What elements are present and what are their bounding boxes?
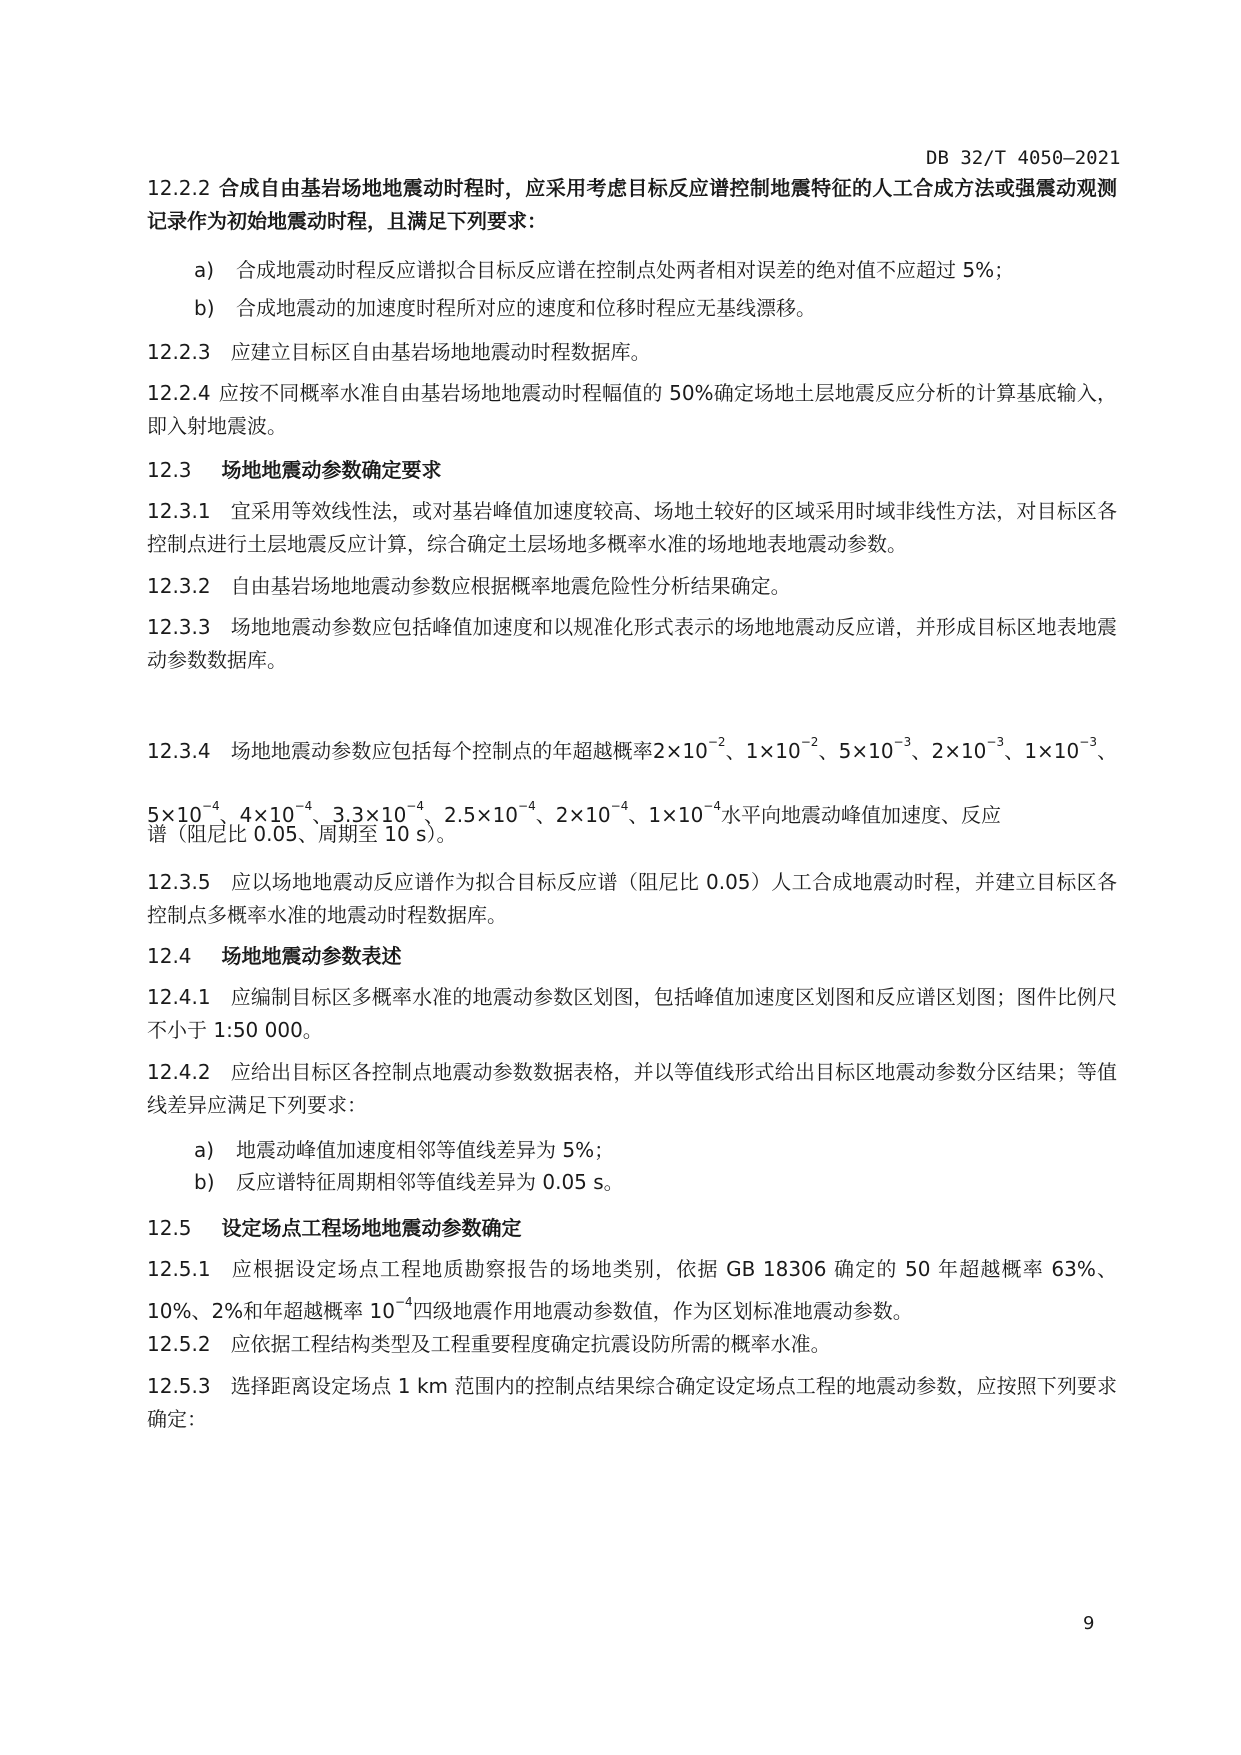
clause-12-4-2 — [147, 1056, 1117, 1122]
clause-12-2-3 — [147, 336, 1117, 369]
probability-base: 2×10 — [652, 739, 708, 763]
clause-12-3-3 — [147, 611, 1117, 677]
probability-base: 1×10 — [745, 739, 801, 763]
clause-number: 12.3.2 — [147, 574, 211, 598]
clause-number: 12.2.3 — [147, 340, 211, 364]
probability-exponent: −3 — [1079, 735, 1097, 749]
probability-exponent: −3 — [986, 735, 1005, 749]
clause-number: 12.2.4 — [147, 381, 211, 405]
section-number: 12.3 — [147, 458, 192, 482]
probability-value — [555, 799, 629, 827]
clause-text: 应建立目标区自由基岩场地地震动时程数据库。 — [230, 340, 651, 364]
probability-base: 5×10 — [147, 803, 202, 827]
clause-number: 12.2.2 — [147, 176, 211, 200]
separator: 、 — [725, 739, 746, 763]
section-heading-12-4 — [147, 940, 402, 969]
list-item — [194, 292, 816, 321]
clause-12-2-2 — [147, 172, 1117, 238]
list-item — [194, 1166, 624, 1195]
clause-number: 12.3.4 — [147, 739, 211, 763]
probability-exponent: −4 — [703, 799, 721, 813]
list-item-text: 地震动峰值加速度相邻等值线差异为 5%； — [236, 1138, 615, 1162]
clause-number: 12.4.2 — [147, 1060, 211, 1084]
clause-number: 12.5.3 — [147, 1374, 211, 1398]
clause-number: 12.4.1 — [147, 985, 211, 1009]
clause-text: 应依据工程结构类型及工程重要程度确定抗震设防所需的概率水准。 — [230, 1332, 831, 1356]
probability-exponent: −4 — [406, 799, 424, 813]
probability-base: 1×10 — [1024, 739, 1080, 763]
clause-number: 12.3.5 — [147, 870, 211, 894]
list-item-label: a) — [194, 258, 215, 282]
list-item-text: 反应谱特征周期相邻等值线差异为 0.05 s。 — [236, 1170, 624, 1194]
probability-base: 5×10 — [838, 739, 894, 763]
separator: 、 — [628, 803, 649, 827]
probability-base: 2.5×10 — [444, 803, 519, 827]
list-item-label: b) — [194, 1170, 215, 1194]
probability-value — [745, 735, 819, 763]
list-item-text: 合成地震动的加速度时程所对应的速度和位移时程应无基线漂移。 — [236, 296, 816, 320]
section-heading-12-5 — [147, 1212, 522, 1241]
probability-base: 1×10 — [648, 803, 704, 827]
probability-exponent: −4 — [201, 799, 220, 813]
probability-exponent: −3 — [893, 735, 912, 749]
clause-text-tail: 谱（阻尼比 0.05、周期至 10 s）。 — [147, 822, 457, 846]
list-item-label: a) — [194, 1138, 215, 1162]
section-title: 设定场点工程场地地震动参数确定 — [221, 1216, 522, 1240]
separator: 、 — [1096, 739, 1118, 763]
probability-value — [931, 735, 1005, 763]
section-title: 场地地震动参数确定要求 — [221, 458, 442, 482]
clause-12-5-3 — [147, 1370, 1117, 1436]
separator: 、 — [219, 803, 240, 827]
separator: 、 — [535, 803, 556, 827]
clause-text: 应按不同概率水准自由基岩场地地震动时程幅值的 50%确定场地土层地震反应分析的计算基底输入，即入射地震波。 — [147, 381, 1117, 438]
clause-text: 应给出目标区各控制点地震动参数数据表格，并以等值线形式给出目标区地震动参数分区结果；等值线差异应满足下列要求： — [147, 1060, 1117, 1117]
section-title: 场地地震动参数表述 — [221, 944, 402, 968]
probability-value — [648, 799, 721, 827]
section-number: 12.4 — [147, 944, 192, 968]
clause-number: 12.5.1 — [147, 1257, 211, 1281]
separator: 、 — [424, 803, 444, 827]
clause-text: 场地地震动参数应包括每个控制点的年超越概率 — [230, 739, 653, 763]
probability-base: 2×10 — [555, 803, 611, 827]
clause-text: 应以场地地震动反应谱作为拟合目标反应谱（阻尼比 0.05）人工合成地震动时程，并建立目标区各控制点多概率水准的地震动时程数据库。 — [147, 870, 1117, 927]
clause-number: 12.3.3 — [147, 615, 211, 639]
section-heading-12-3 — [147, 454, 442, 483]
probability-exponent: −2 — [800, 735, 819, 749]
separator: 、 — [818, 739, 839, 763]
page-number: 9 — [1083, 1613, 1095, 1634]
clause-12-3-1 — [147, 495, 1117, 561]
clause-12-3-4-continuation — [147, 818, 456, 847]
clause-text: 选择距离设定场点 1 km 范围内的控制点结果综合确定设定场点工程的地震动参数，应按照下列要求确定： — [147, 1374, 1117, 1431]
clause-12-5-1 — [147, 1253, 1117, 1328]
probability-base: 2×10 — [931, 739, 987, 763]
document-code-header: DB 32/T 4050—2021 — [926, 147, 1121, 169]
probability-base: 4×10 — [239, 803, 295, 827]
probability-value — [444, 799, 536, 827]
clause-number: 12.5.2 — [147, 1332, 211, 1356]
clause-text: 自由基岩场地地震动参数应根据概率地震危险性分析结果确定。 — [230, 574, 791, 598]
probability-value — [838, 735, 912, 763]
list-item — [194, 1134, 614, 1163]
list-item-label: b) — [194, 296, 215, 320]
clause-12-5-2 — [147, 1328, 1117, 1361]
probability-exponent: −4 — [518, 799, 536, 813]
list-item-text: 合成地震动时程反应谱拟合目标反应谱在控制点处两者相对误差的绝对值不应超过 5%； — [236, 258, 1015, 282]
clause-12-2-4 — [147, 377, 1117, 443]
probability-exponent: −4 — [610, 799, 629, 813]
probability-exponent: −4 — [294, 799, 313, 813]
section-number: 12.5 — [147, 1216, 192, 1240]
probability-base: 3.3×10 — [332, 803, 407, 827]
clause-12-4-1 — [147, 981, 1117, 1047]
clause-text: 宜采用等效线性法，或对基岩峰值加速度较高、场地土较好的区域采用时域非线性方法，对目标区各控制点进行土层地震反应计算，综合确定土层场地多概率水准的场地地表地震动参数。 — [147, 499, 1117, 556]
clause-12-3-2 — [147, 570, 1117, 603]
clause-text: 应编制目标区多概率水准的地震动参数区划图，包括峰值加速度区划图和反应谱区划图；图件比例尺不小于 1:50 000。 — [147, 985, 1117, 1042]
probability-value — [652, 735, 726, 763]
separator: 、 — [911, 739, 932, 763]
list-item — [194, 254, 1014, 283]
probability-exponent: −4 — [395, 1295, 413, 1309]
clause-12-3-5 — [147, 866, 1117, 932]
clause-text-tail: 四级地震作用地震动参数值，作为区划标准地震动参数。 — [412, 1299, 913, 1323]
clause-number: 12.3.1 — [147, 499, 211, 523]
clause-text: 合成自由基岩场地地震动时程时，应采用考虑目标反应谱控制地震特征的人工合成方法或强震动观测记录作为初始地震动时程，且满足下列要求： — [147, 176, 1117, 233]
probability-value — [1024, 735, 1097, 763]
clause-text: 场地地震动参数应包括峰值加速度和以规准化形式表示的场地地震动反应谱，并形成目标区地表地震动参数数据库。 — [147, 615, 1117, 672]
clause-text: 应根据设定场点工程地质勘察报告的场地类别，依据 GB 18306 确定的 50 年超越概率 63%、10%、2%和年超越概率 10 — [147, 1257, 1117, 1323]
separator: 、 — [312, 803, 333, 827]
clause-text-tail: 水平向地震动峰值加速度、反应 — [721, 803, 1001, 827]
separator: 、 — [1004, 739, 1025, 763]
probability-exponent: −2 — [707, 735, 726, 749]
